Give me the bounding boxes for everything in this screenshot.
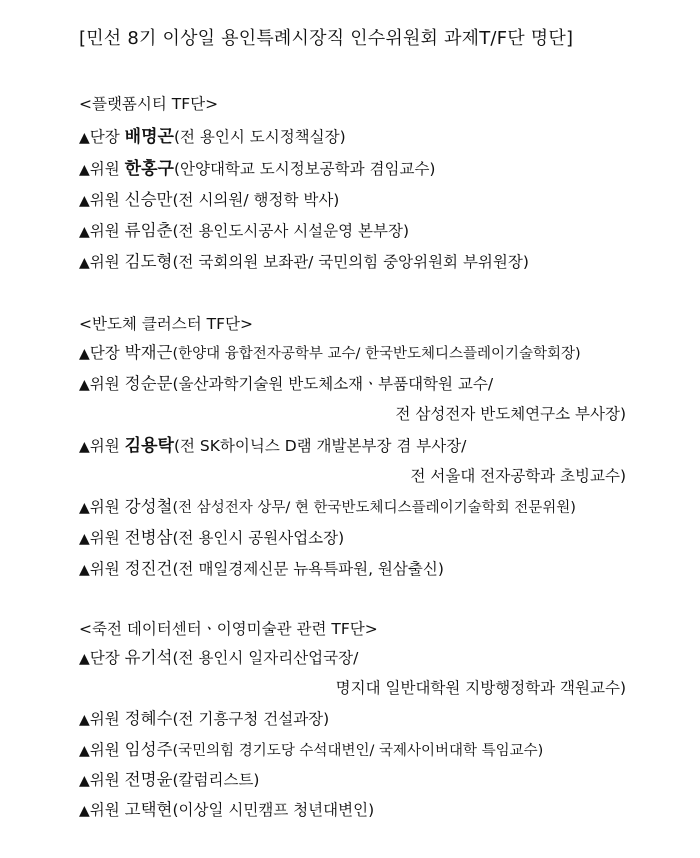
member-name: 배명곤 (124, 127, 174, 147)
member-role: 위원 (89, 160, 120, 178)
triangle-marker: ▲ (79, 531, 90, 547)
member-name: 유기석 (124, 648, 173, 667)
member-detail: (전 국회의원 보좌관/ 국민의힘 중앙위원회 부위원장) (172, 253, 529, 271)
triangle-marker: ▲ (79, 500, 90, 516)
triangle-marker: ▲ (79, 130, 90, 146)
member-name: 정순문 (124, 374, 173, 393)
member-role: 위원 (89, 771, 120, 789)
member-name: 김용탁 (124, 436, 174, 456)
triangle-marker: ▲ (79, 346, 90, 362)
member-detail: (전 SK하이닉스 D램 개발본부장 겸 부사장/ (173, 437, 467, 455)
member-detail: (한양대 융합전자공학부 교수/ 한국반도체디스플레이기술학회장) (172, 346, 581, 362)
section-header-jukjeon-datacenter: <죽전 데이터센터ㆍ이영미술관 관련 TF단> (79, 620, 378, 638)
member-role: 위원 (89, 253, 120, 271)
triangle-marker: ▲ (79, 803, 90, 819)
member-detail: (전 용인시 도시정책실장) (173, 128, 346, 146)
page-title: [민선 8기 이상일 용인특례시장직 인수위원회 과제T/F단 명단] (79, 28, 574, 49)
member-row (79, 740, 543, 761)
member-detail: (국민의힘 경기도당 수석대변인/ 국제사이버대학 특임교수) (172, 743, 544, 759)
member-detail: (전 기흥구청 건설과장) (172, 710, 330, 728)
member-row (79, 190, 339, 211)
member-name: 정혜수 (124, 709, 173, 728)
triangle-marker: ▲ (79, 224, 90, 240)
member-row (79, 436, 466, 457)
member-detail: (전 용인시 공원사업소장) (172, 529, 345, 547)
member-name: 강성철 (124, 497, 173, 516)
member-detail-continuation: 전 서울대 전자공학과 초빙교수) (410, 467, 626, 485)
member-role: 위원 (89, 222, 120, 240)
triangle-marker: ▲ (79, 162, 90, 178)
member-detail: (전 매일경제신문 뉴욕특파원, 원삼출신) (172, 560, 444, 578)
member-row (79, 159, 435, 180)
member-name: 김도형 (124, 252, 173, 271)
triangle-marker: ▲ (79, 651, 90, 667)
member-row (79, 221, 409, 242)
member-role: 위원 (89, 437, 120, 455)
section-header-platform-city: <플랫폼시티 TF단> (79, 95, 219, 113)
member-detail-continuation: 명지대 일반대학원 지방행정학과 객원교수) (335, 679, 626, 697)
member-detail: (전 용인도시공사 시설운영 본부장) (172, 222, 409, 240)
member-row (79, 770, 259, 791)
member-detail: (전 용인시 일자리산업국장/ (172, 649, 359, 667)
member-name: 임성주 (124, 740, 173, 759)
member-role: 위원 (89, 741, 120, 759)
member-detail-continuation: 전 삼성전자 반도체연구소 부사장) (395, 405, 626, 423)
member-role: 위원 (89, 710, 120, 728)
member-row (79, 497, 576, 518)
triangle-marker: ▲ (79, 743, 90, 759)
member-detail: (울산과학기술원 반도체소재ㆍ부품대학원 교수/ (172, 375, 494, 393)
member-role: 위원 (89, 529, 120, 547)
member-row (79, 648, 358, 669)
triangle-marker: ▲ (79, 712, 90, 728)
member-row (79, 252, 529, 273)
member-row (79, 800, 374, 821)
member-detail: (칼럼리스트) (172, 771, 260, 789)
member-row (79, 559, 444, 580)
member-role: 위원 (89, 498, 120, 516)
triangle-marker: ▲ (79, 439, 90, 455)
member-row (79, 528, 344, 549)
member-role: 단장 (89, 128, 120, 146)
member-name: 신승만 (124, 190, 173, 209)
member-name: 전병삼 (124, 528, 173, 547)
member-detail: (전 시의원/ 행정학 박사) (172, 191, 340, 209)
member-name: 고택현 (124, 800, 173, 819)
member-detail: (전 삼성전자 상무/ 현 한국반도체디스플레이기술학회 전문위원) (172, 500, 576, 516)
member-role: 위원 (89, 375, 120, 393)
triangle-marker: ▲ (79, 773, 90, 789)
section-header-semiconductor: <반도체 클러스터 TF단> (79, 315, 253, 333)
member-name: 박재근 (124, 343, 173, 362)
member-role: 단장 (89, 649, 120, 667)
triangle-marker: ▲ (79, 255, 90, 271)
member-name: 한홍구 (124, 159, 174, 179)
member-detail: (안양대학교 도시정보공학과 겸임교수) (173, 160, 436, 178)
triangle-marker: ▲ (79, 562, 90, 578)
member-row (79, 709, 329, 730)
triangle-marker: ▲ (79, 377, 90, 393)
member-detail: (이상일 시민캠프 청년대변인) (172, 801, 375, 819)
member-role: 위원 (89, 560, 120, 578)
member-row (79, 127, 346, 148)
member-row (79, 343, 581, 364)
member-name: 전명윤 (124, 770, 173, 789)
member-name: 류임춘 (124, 221, 173, 240)
member-role: 위원 (89, 191, 120, 209)
member-name: 정진건 (124, 559, 173, 578)
triangle-marker: ▲ (79, 193, 90, 209)
member-role: 위원 (89, 801, 120, 819)
member-row (79, 374, 493, 395)
member-role: 단장 (89, 344, 120, 362)
